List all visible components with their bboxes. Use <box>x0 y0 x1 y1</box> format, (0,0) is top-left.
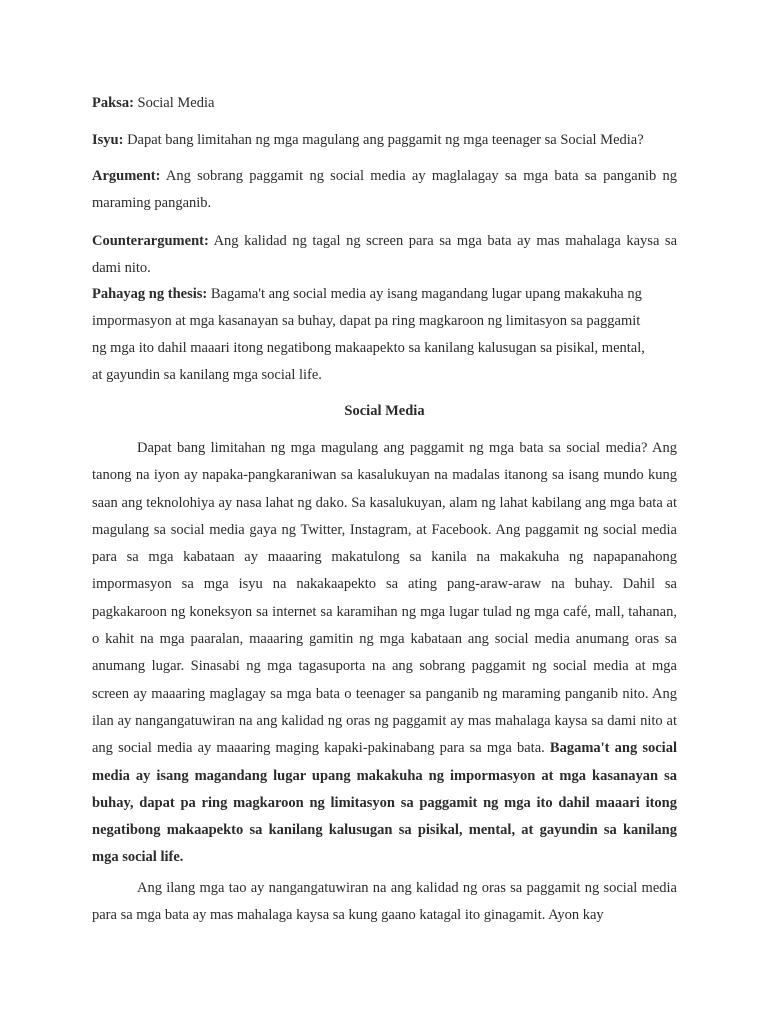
isyu-line <box>92 132 644 149</box>
thesis-label: Pahayag ng thesis: <box>92 286 208 302</box>
paksa-label: Paksa: <box>92 95 134 111</box>
thesis-text-1: Bagama't ang social media ay isang magandang lugar upang makakuha ng <box>210 286 642 302</box>
counterargument-label: Counterargument: <box>92 233 209 249</box>
essay-paragraph-2-text: Ang ilang mga tao ay nangangatuwiran na ang kalidad ng oras sa paggamit ng social media para sa mga bata ay mas mahalaga kaysa sa kung gaano katagal ito ginagamit. Ayon kay <box>92 880 677 924</box>
isyu-label: Isyu: <box>92 132 124 148</box>
essay-title: Social Media <box>344 403 425 419</box>
essay-paragraph-1-text: Dapat bang limitahan ng mga magulang ang paggamit ng mga bata sa social media? Ang tanong na iyon ay napaka-pangkaraniwan sa kasalukuyan na madalas itanong sa isang mundo kung saan ang teknolohiya ay nasa lahat ng dako. Sa kasalukuyan, alam ng lahat kabilang ang mga bata at magulang sa social media gaya ng Twitter, Instagram, at Facebook. Ang paggamit ng social media para sa mga kabataan ay maaaring makatulong sa kanila na makakuha ng napapanahong impormasyon sa mga isyu na nakakaapekto sa ating pang-araw-araw na buhay. Dahil sa pagkakaroon ng koneksyon sa internet sa karamihan ng mga lugar tulad ng mga café, mall, tahanan, o kahit na mga paaralan, maaaring gamitin ng mga kabataan ang social media anumang oras sa anumang lugar. Sinasabi ng mga tagasuporta na ang sobrang paggamit ng social media at mga screen ay maaaring maglagay sa mga bata o teenager sa panganib ng maraming panganib nito. Ang ilan ay nangangatuwiran na ang kalidad ng oras ng paggamit ay mas mahalaga kaysa sa dami nito at ang social media ay maaaring maging kapaki-pakinabang para sa mga bata. <box>92 440 677 757</box>
argument-line-2: maraming panganib. <box>92 195 212 211</box>
counterargument-line-2: dami nito. <box>92 260 151 276</box>
essay-paragraph-1 <box>92 435 677 872</box>
argument-text-1: Ang sobrang paggamit ng social media ay maglalagay sa mga bata sa panganib ng <box>165 168 677 184</box>
argument-line-1 <box>92 168 677 185</box>
counterargument-line-1 <box>92 233 677 250</box>
paksa-value: Social Media <box>137 95 215 111</box>
essay-thesis-statement: Bagama't ang social media ay isang magandang lugar upang makakuha ng impormasyon at mga kasanayan sa buhay, dapat pa ring magkaroon ng limitasyon sa paggamit ng mga ito dahil maaari itong negatibong makaapekto sa kanilang kalusugan sa pisikal, mental, at gayundin sa kanilang mga social life. <box>92 740 677 866</box>
thesis-line-2: impormasyon at mga kasanayan sa buhay, dapat pa ring magkaroon ng limitasyon sa paggamit <box>92 313 641 329</box>
thesis-line-3: ng mga ito dahil maaari itong negatibong makaapekto sa kanilang kalusugan sa pisikal, mental, <box>92 340 645 356</box>
argument-label: Argument: <box>92 168 161 184</box>
counterargument-text-1: Ang kalidad ng tagal ng screen para sa mga bata ay mas mahalaga kaysa sa <box>213 233 678 249</box>
thesis-line-1 <box>92 286 642 303</box>
essay-paragraph-2 <box>92 875 677 930</box>
isyu-value: Dapat bang limitahan ng mga magulang ang paggamit ng mga teenager sa Social Media? <box>127 132 644 148</box>
thesis-line-4: at gayundin sa kanilang mga social life. <box>92 367 322 383</box>
paksa-line <box>92 95 214 112</box>
